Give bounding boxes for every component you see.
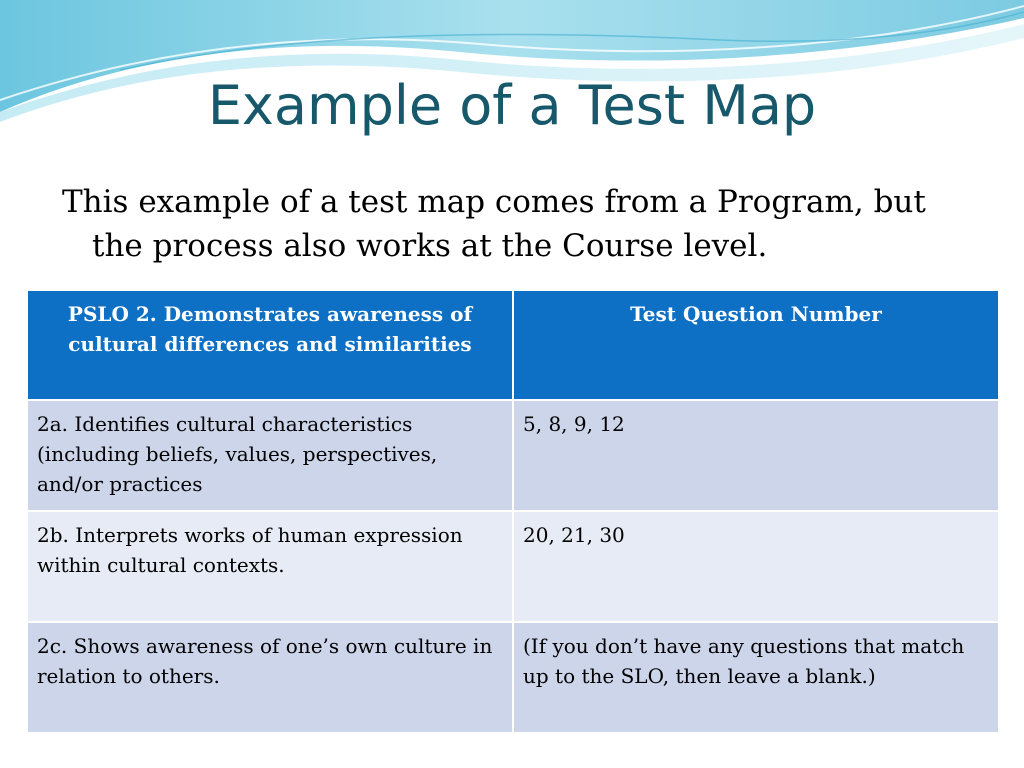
slide-title: Example of a Test Map bbox=[207, 74, 817, 137]
slide-subtitle: This example of a test map comes from a Program, but the process also works at the Course level. bbox=[62, 184, 926, 264]
table-row bbox=[27, 511, 999, 622]
table-header-row bbox=[27, 290, 999, 400]
header-pslo: PSLO 2. Demonstrates awareness of cultural differences and similarities bbox=[27, 290, 513, 400]
questions-cell: (If you don’t have any questions that match up to the SLO, then leave a blank.) bbox=[513, 622, 999, 733]
table-row bbox=[27, 400, 999, 511]
header-question-number: Test Question Number bbox=[513, 290, 999, 400]
test-map-table bbox=[26, 289, 1000, 734]
questions-cell: 20, 21, 30 bbox=[513, 511, 999, 622]
outcome-cell: 2b. Interprets works of human expression within cultural contexts. bbox=[27, 511, 513, 622]
table-row bbox=[27, 622, 999, 733]
outcome-cell: 2c. Shows awareness of one’s own culture in relation to others. bbox=[27, 622, 513, 733]
questions-cell: 5, 8, 9, 12 bbox=[513, 400, 999, 511]
outcome-cell: 2a. Identifies cultural characteristics (including beliefs, values, perspectives, and/or practices bbox=[27, 400, 513, 511]
